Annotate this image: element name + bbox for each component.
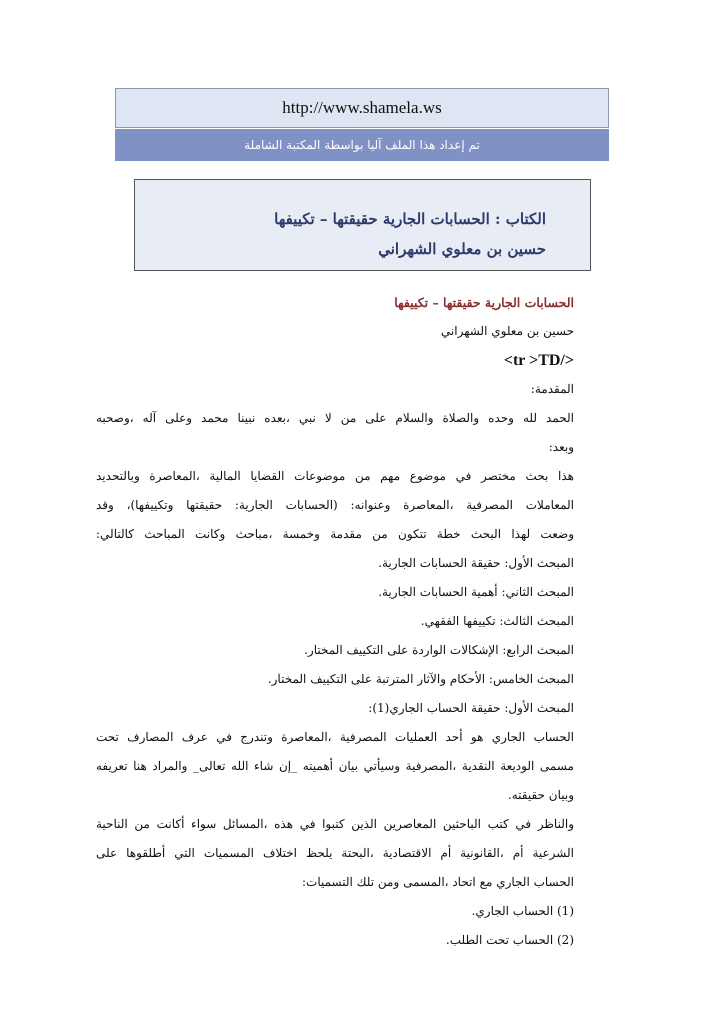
paragraph-line: المعاملات المصرفية ،المعاصرة وعنوانه: (الحسابات الجارية: حقيقتها وتكييفها)، وقد — [96, 498, 574, 512]
url-header: http://www.shamela.ws — [115, 88, 609, 128]
outline-item: المبحث الرابع: الإشكالات الواردة على التكييف المختار. — [304, 643, 574, 657]
document-author: حسين بن معلوي الشهراني — [440, 324, 574, 338]
paragraph-line: الشرعية أم ،القانونية أم الاقتصادية ،البحتة يلحظ اختلاف المسميات التي أطلقوها على — [96, 846, 574, 860]
paragraph-line: الحمد لله وحده والصلاة والسلام على من لا نبي ،بعده نبينا محمد وعلى آله ،وصحبه — [96, 411, 575, 425]
paragraph-line: الحساب الجاري مع اتحاد ،المسمى ومن تلك التسميات: — [301, 875, 574, 889]
book-title: الكتاب : الحسابات الجارية حقيقتها – تكييفها — [274, 210, 546, 228]
outline-item: المبحث الأول: حقيقة الحسابات الجارية. — [378, 556, 574, 570]
intro-heading: المقدمة: — [530, 382, 574, 396]
markup-artifact: <tr >TD/> — [503, 352, 574, 369]
paragraph-line: الحساب الجاري هو أحد العمليات المصرفية ،المعاصرة وتندرج في عرف المصارف تحت — [96, 730, 574, 744]
document-heading: الحسابات الجارية حقيقتها – تكييفها — [394, 295, 574, 310]
paragraph-line: مسمى الوديعة النقدية ،المصرفية وسيأتي بيان أهميته _إن شاء الله تعالى_ والمراد هنا تعريفه — [96, 759, 574, 773]
paragraph-line: وضعت لهذا البحث خطة تتكون من مقدمة وخمسة ،مباحث وكانت المباحث كالتالي: — [96, 527, 574, 541]
outline-item: المبحث الثاني: أهمية الحسابات الجارية. — [378, 585, 574, 599]
paragraph-line: هذا بحث مختصر في موضوع مهم من موضوعات القضايا المالية ،المعاصرة وبالتحديد — [96, 469, 575, 483]
list-item: (2) الحساب تحت الطلب. — [445, 933, 574, 947]
book-info-box — [134, 179, 591, 271]
paragraph-line: وبيان حقيقته. — [507, 788, 574, 802]
document-body — [96, 288, 574, 955]
section-heading: المبحث الأول: حقيقة الحساب الجاري(1): — [368, 701, 574, 715]
library-banner: تم إعداد هذا الملف آليا بواسطة المكتبة الشاملة — [115, 129, 609, 161]
outline-item: المبحث الخامس: الأحكام والآثار المترتبة على التكييف المختار. — [267, 672, 574, 686]
outline-item: المبحث الثالث: تكييفها الفقهي. — [420, 614, 574, 628]
book-author: حسين بن معلوي الشهراني — [378, 240, 546, 258]
list-item: (1) الحساب الجاري. — [471, 904, 574, 918]
paragraph-line: وبعد: — [548, 440, 574, 454]
paragraph-line: والناظر في كتب الباحثين المعاصرين الذين كتبوا في هذه ،المسائل سواء أكانت من الناحية — [96, 817, 574, 831]
